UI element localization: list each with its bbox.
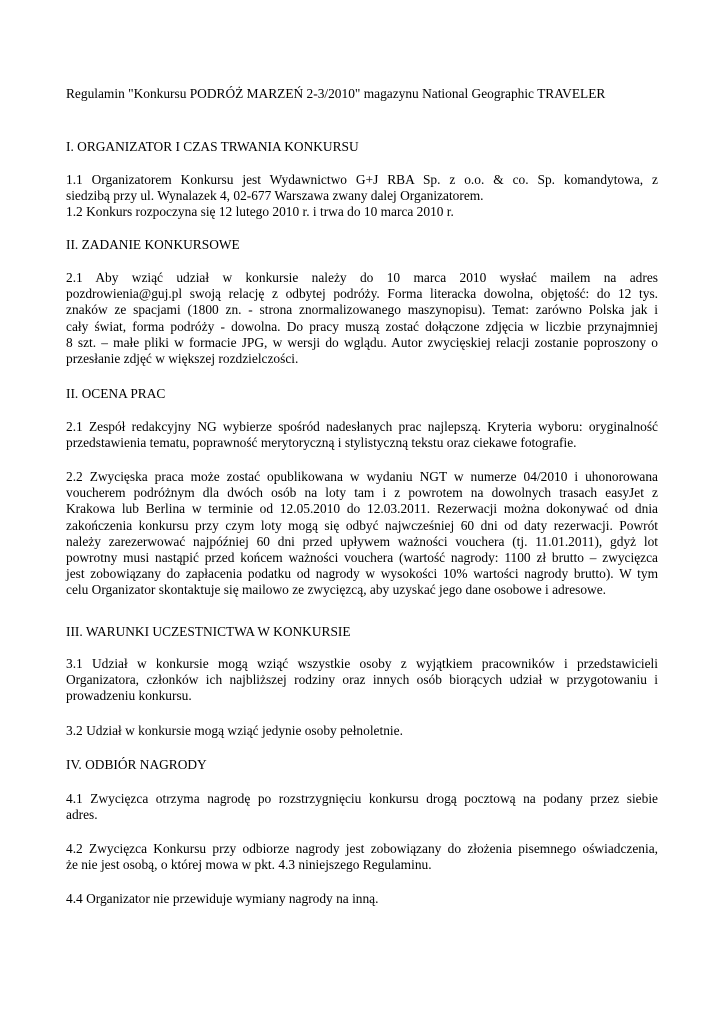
section-heading-prize-collection: IV. ODBIÓR NAGRODY bbox=[66, 757, 207, 772]
section-heading-conditions: III. WARUNKI UCZESTNICTWA W KONKURSIE bbox=[66, 624, 351, 639]
paragraph-2-2-prize: 2.2 Zwycięska praca może zostać opublikowana w wydaniu NGT w numerze 04/2010 i uhonorowana voucherem podróżnym dla dwóch osób na loty tam i z powrotem na dowolnych trasach easyJet z Krakowa lub Berlina w terminie od 12.05.2010 do 12.03.2011. Rezerwacji można dokonywać od dnia zakończenia konkursu przy czym loty mogą się odbyć najwcześniej 60 dni od daty rezerwacji. Powrót należy zarezerwować najpóźniej 60 dni przed upływem ważności vouchera (tj. 11.01.2011), gdyż lot powrotny musi nastąpić przed końcem ważności vouchera (wartość nagrody: 1100 zł brutto – zwycięzca jest zobowiązany do zapłacenia podatku od nagrody w wysokości 10% wartości nagrody brutto). W tym celu Organizator skontaktuje się mailowo ze zwycięzcą, aby uzyskać jego dane osobowe i adresowe. bbox=[66, 469, 658, 598]
paragraph-2-1-task: 2.1 Aby wziąć udział w konkursie należy do 10 marca 2010 wysłać mailem na adres pozdrowienia@guj.pl swoją relację z odbytej podróży. Forma literacka dowolna, objętość: do 12 tys. znaków ze spacjami (1800 zn. - strona znormalizowanego maszynopisu). Temat: zarówno Polska jak i cały świat, forma podróży - dowolna. Do pracy muszą zostać dołączone zdjęcia w liczbie przynajmniej 8 szt. – małe pliki w formacie JPG, w wersji do wglądu. Autor zwycięskiej relacji zostanie poproszony o przesłanie zdjęć w większej rozdzielczości. bbox=[66, 270, 658, 367]
paragraph-3-1: 3.1 Udział w konkursie mogą wziąć wszystkie osoby z wyjątkiem pracowników i przedstawicieli Organizatora, członków ich najbliższej rodziny oraz innych osób biorących udział w przygotowaniu i prowadzeniu konkursu. bbox=[66, 656, 658, 704]
paragraph-3-2: 3.2 Udział w konkursie mogą wziąć jedynie osoby pełnoletnie. bbox=[66, 723, 403, 738]
paragraph-2-1-evaluation: 2.1 Zespół redakcyjny NG wybierze spośród nadesłanych prac najlepszą. Kryteria wyboru: oryginalność przedstawienia tematu, poprawność merytoryczną i stylistyczną tekstu oraz ciekawe fotografie. bbox=[66, 419, 658, 451]
paragraph-4-2: 4.2 Zwycięzca Konkursu przy odbiorze nagrody jest zobowiązany do złożenia pisemnego oświadczenia, że nie jest osobą, o której mowa w pkt. 4.3 niniejszego Regulaminu. bbox=[66, 841, 658, 873]
paragraph-4-4: 4.4 Organizator nie przewiduje wymiany nagrody na inną. bbox=[66, 891, 379, 906]
document-title: Regulamin "Konkursu PODRÓŻ MARZEŃ 2-3/2010" magazynu National Geographic TRAVELER bbox=[66, 86, 606, 101]
paragraph-1-1: 1.1 Organizatorem Konkursu jest Wydawnictwo G+J RBA Sp. z o.o. & co. Sp. komandytowa, z siedzibą przy ul. Wynalazek 4, 02-677 Warszawa zwany dalej Organizatorem. bbox=[66, 172, 658, 204]
section-heading-evaluation: II. OCENA PRAC bbox=[66, 386, 166, 401]
paragraph-4-1: 4.1 Zwycięzca otrzyma nagrodę po rozstrzygnięciu konkursu drogą pocztową na podany przez siebie adres. bbox=[66, 791, 658, 823]
section-heading-organizer: I. ORGANIZATOR I CZAS TRWANIA KONKURSU bbox=[66, 139, 359, 154]
section-heading-task: II. ZADANIE KONKURSOWE bbox=[66, 237, 240, 252]
paragraph-1-2: 1.2 Konkurs rozpoczyna się 12 lutego 2010 r. i trwa do 10 marca 2010 r. bbox=[66, 204, 454, 219]
